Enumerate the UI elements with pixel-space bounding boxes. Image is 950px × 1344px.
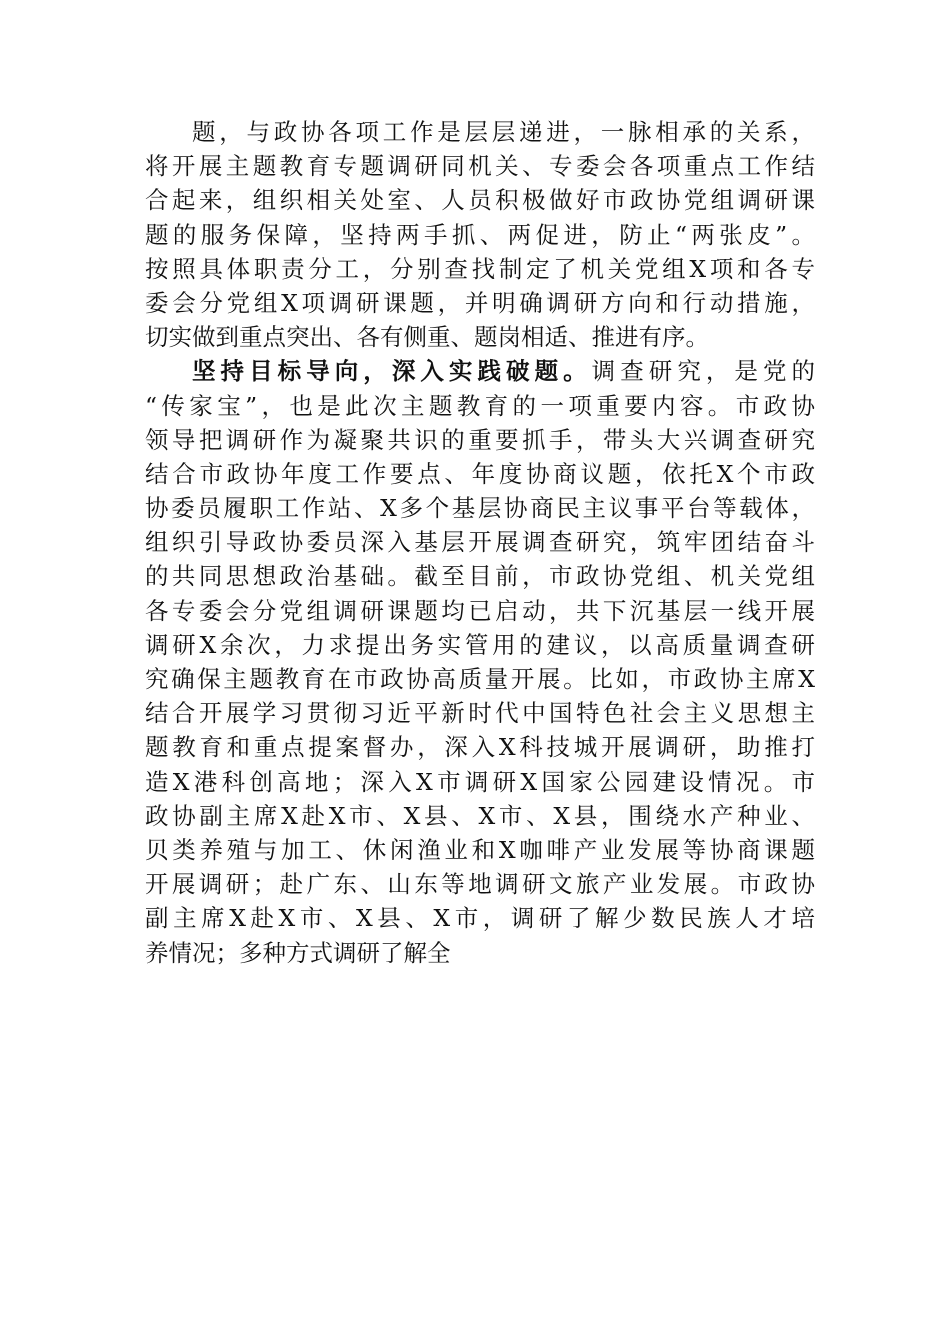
document-body <box>145 115 815 970</box>
text-line: 调研X余次，力求提出务实管用的建议，以高质量调查研 <box>145 630 815 659</box>
paragraph-heading: 坚持目标导向，深入实践破题。 <box>192 357 592 386</box>
text-line: 领导把调研作为凝聚共识的重要抓手，带头大兴调查研究 <box>145 425 815 454</box>
text-line: 的共同思想政治基础。截至目前，市政协党组、机关党组 <box>145 562 815 591</box>
text-line: 题的服务保障，坚持两手抓、两促进，防止“两张皮”。 <box>145 220 815 249</box>
text-line: “传家宝”，也是此次主题教育的一项重要内容。市政协 <box>145 391 815 420</box>
text-line: 委会分党组X项调研课题，并明确调研方向和行动措施， <box>145 288 815 317</box>
paragraph-2 <box>145 354 815 969</box>
text-line: 开展调研；赴广东、山东等地调研文旅产业发展。市政协 <box>145 870 815 899</box>
text-line: 切实做到重点突出、各有侧重、题岗相适、推进有序。 <box>145 323 709 352</box>
text-line: 组织引导政协委员深入基层开展调查研究，筑牢团结奋斗 <box>145 528 815 557</box>
text-line: 结合市政协年度工作要点、年度协商议题，依托X个市政 <box>145 459 815 488</box>
text-line: 副主席X赴X市、X县、X市，调研了解少数民族人才培 <box>145 904 815 933</box>
text-line: 协委员履职工作站、X多个基层协商民主议事平台等载体， <box>145 494 815 523</box>
paragraph-1 <box>145 115 815 354</box>
text-line: 贝类养殖与加工、休闲渔业和X咖啡产业发展等协商课题 <box>145 835 815 864</box>
text-line: 合起来，组织相关处室、人员积极做好市政协党组调研课 <box>145 186 815 215</box>
text-line: 各专委会分党组调研课题均已启动，共下沉基层一线开展 <box>145 596 815 625</box>
text-line: 题教育和重点提案督办，深入X科技城开展调研，助推打 <box>145 733 815 762</box>
text-line: 将开展主题教育专题调研同机关、专委会各项重点工作结 <box>145 152 815 181</box>
text-line: 结合开展学习贯彻习近平新时代中国特色社会主义思想主 <box>145 699 815 728</box>
text-line: 养情况；多种方式调研了解全 <box>145 938 451 967</box>
text-line: 按照具体职责分工，分别查找制定了机关党组X项和各专 <box>145 254 815 283</box>
text-line: 政协副主席X赴X市、X县、X市、X县，围绕水产种业、 <box>145 801 815 830</box>
text-line: 究确保主题教育在市政协高质量开展。比如，市政协主席X <box>145 665 815 693</box>
text-line: 题，与政协各项工作是层层递进，一脉相承的关系， <box>192 118 815 146</box>
text-line: 造X港科创高地；深入X市调研X国家公园建设情况。市 <box>145 767 815 796</box>
heading-line-rest: 调查研究，是党的 <box>591 357 816 386</box>
text-line <box>145 354 815 388</box>
